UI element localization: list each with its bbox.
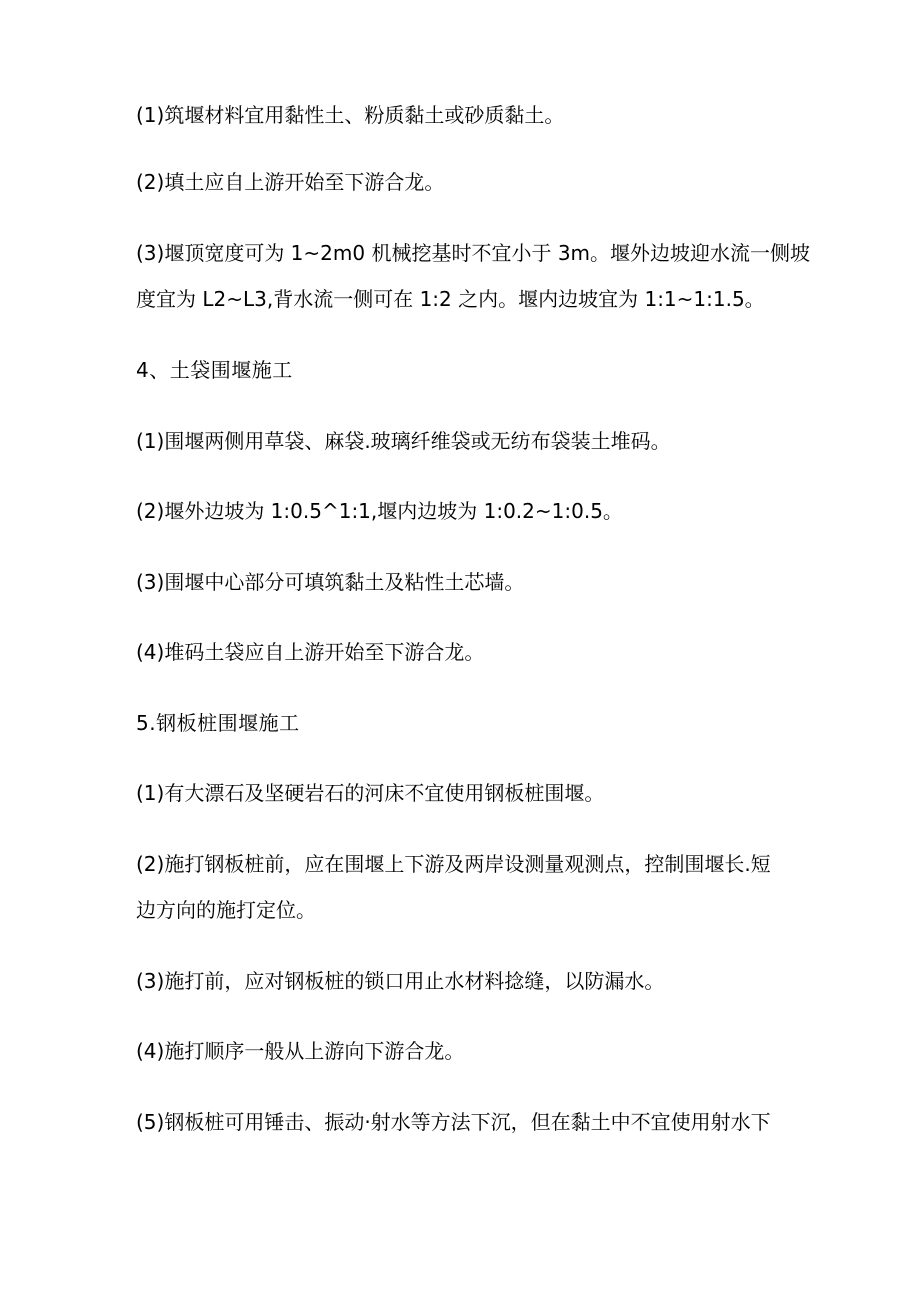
paragraph-line-11: 边方向的施打定位。 xyxy=(136,898,316,922)
paragraph-line-4: 度宜为 L2~L3,背水流一侧可在 1:2 之内。堰内边坡宜为 1:1~1:1.5。 xyxy=(136,287,765,311)
paragraph-line-14: (5)钢板桩可用锤击、振动·射水等方法下沉，但在黏土中不宜使用射水下 xyxy=(136,1110,771,1134)
paragraph-line-1: (1)筑堰材料宜用黏性土、粉质黏土或砂质黏土。 xyxy=(136,103,565,127)
paragraph-line-6: (2)堰外边坡为 1:0.5^1:1,堰内边坡为 1:0.2~1:0.5。 xyxy=(136,499,623,523)
section-heading-5: 5.钢板桩围堰施工 xyxy=(136,711,300,735)
paragraph-line-9: (1)有大漂石及坚硬岩石的河床不宜使用钢板桩围堰。 xyxy=(136,781,605,805)
paragraph-line-3: (3)堰顶宽度可为 1~2m0 机械挖基时不宜小于 3m。堰外边坡迎水流一侧坡 xyxy=(136,241,811,265)
paragraph-line-10: (2)施打钢板桩前，应在围堰上下游及两岸设测量观测点，控制围堰长.短 xyxy=(136,852,771,876)
paragraph-line-13: (4)施打顺序一般从上游向下游合龙。 xyxy=(136,1039,465,1063)
paragraph-line-2: (2)填土应自上游开始至下游合龙。 xyxy=(136,170,445,194)
paragraph-line-12: (3)施打前，应对钢板桩的锁口用止水材料捻缝，以防漏水。 xyxy=(136,969,665,993)
paragraph-line-7: (3)围堰中心部分可填筑黏土及粘性土芯墙。 xyxy=(136,570,525,594)
section-heading-4: 4、土袋围堰施工 xyxy=(136,358,293,382)
paragraph-line-5: (1)围堰两侧用草袋、麻袋.玻璃纤维袋或无纺布袋装土堆码。 xyxy=(136,429,671,453)
paragraph-line-8: (4)堆码土袋应自上游开始至下游合龙。 xyxy=(136,640,485,664)
